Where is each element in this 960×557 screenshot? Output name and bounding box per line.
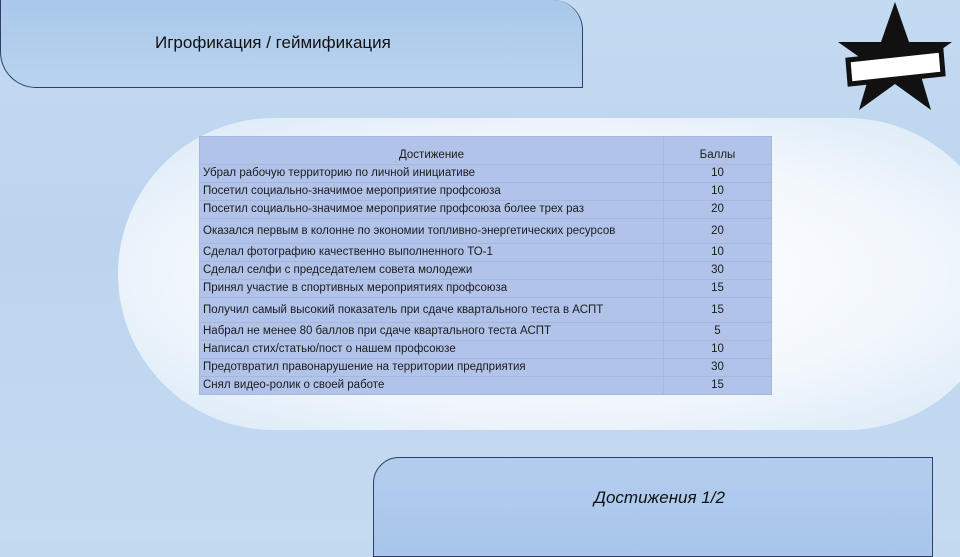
header-points: Баллы — [664, 137, 772, 165]
table-row — [200, 341, 772, 359]
table-row — [200, 377, 772, 395]
points-cell: 15 — [664, 377, 772, 395]
achievement-cell: Посетил социально-значимое мероприятие профсоюза более трех раз — [200, 201, 664, 219]
points-cell: 30 — [664, 359, 772, 377]
points-cell: 10 — [664, 165, 772, 183]
achievement-cell: Получил самый высокий показатель при сдаче квартального теста в АСПТ — [200, 298, 664, 323]
achievement-cell: Предотвратил правонарушение на территории предприятия — [200, 359, 664, 377]
table-row — [200, 359, 772, 377]
achievement-cell: Принял участие в спортивных мероприятиях профсоюза — [200, 280, 664, 298]
table-row — [200, 219, 772, 244]
achievements-table-container — [199, 136, 772, 395]
achievement-cell: Набрал не менее 80 баллов при сдаче квартального теста АСПТ — [200, 323, 664, 341]
points-cell: 20 — [664, 201, 772, 219]
points-cell: 15 — [664, 298, 772, 323]
achievement-cell: Убрал рабочую территорию по личной инициативе — [200, 165, 664, 183]
table-row — [200, 323, 772, 341]
points-cell: 5 — [664, 323, 772, 341]
achievement-cell: Снял видео-ролик о своей работе — [200, 377, 664, 395]
achievement-cell: Сделал селфи с председателем совета молодежи — [200, 262, 664, 280]
points-cell: 15 — [664, 280, 772, 298]
table-row — [200, 165, 772, 183]
table-header-row — [200, 137, 772, 165]
points-cell: 10 — [664, 244, 772, 262]
points-cell: 20 — [664, 219, 772, 244]
points-cell: 10 — [664, 183, 772, 201]
table-row — [200, 244, 772, 262]
achievement-cell: Оказался первым в колонне по экономии топливно-энергетических ресурсов — [200, 219, 664, 244]
star-ribbon-icon — [836, 0, 954, 118]
slide-footer: Достижения 1/2 — [594, 488, 725, 507]
table-row — [200, 298, 772, 323]
points-cell: 10 — [664, 341, 772, 359]
achievement-cell: Написал стих/статью/пост о нашем профсоюзе — [200, 341, 664, 359]
achievements-table — [199, 136, 772, 395]
table-row — [200, 201, 772, 219]
achievement-cell: Посетил социально-значимое мероприятие профсоюза — [200, 183, 664, 201]
points-cell: 30 — [664, 262, 772, 280]
table-row — [200, 280, 772, 298]
achievement-cell: Сделал фотографию качественно выполненного ТО-1 — [200, 244, 664, 262]
header-achievement: Достижение — [200, 137, 664, 165]
page-title: Игрофикация / геймификация — [155, 33, 391, 52]
table-row — [200, 262, 772, 280]
table-row — [200, 183, 772, 201]
